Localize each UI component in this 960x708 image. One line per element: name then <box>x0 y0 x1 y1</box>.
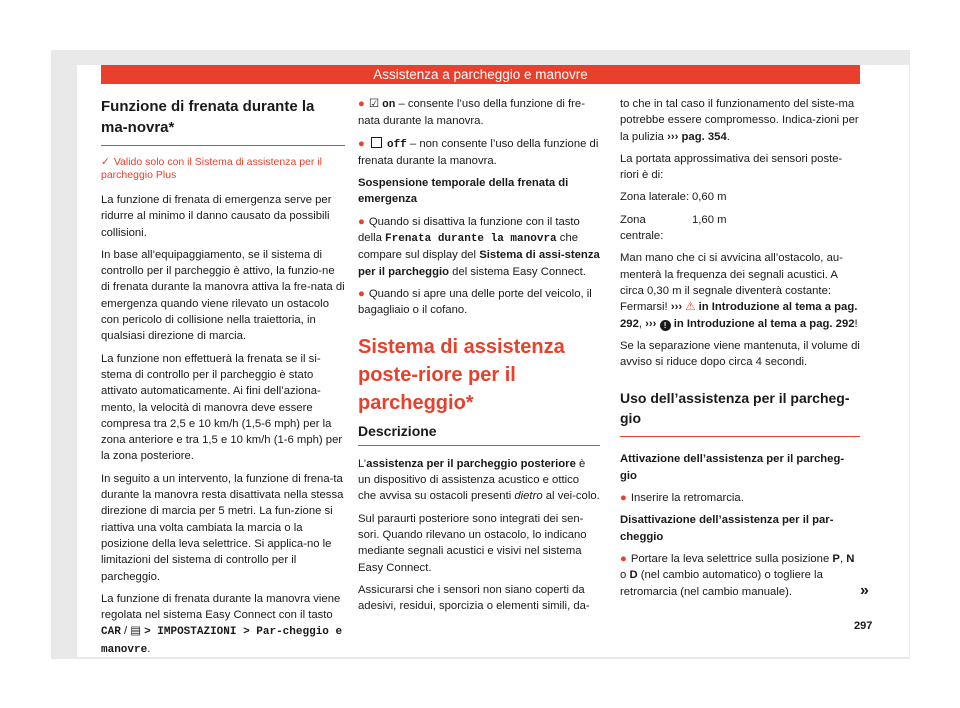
subheading-suspension: Sospensione temporale della frenata di emergenza <box>358 177 569 206</box>
info-icon: ! <box>660 320 671 331</box>
text: è un dispositivo di assistenza acustico e ottico che avvisa su ostacoli presenti <box>358 457 586 503</box>
bullet-on <box>358 96 600 130</box>
off-code: off <box>386 138 407 151</box>
paragraph: Se la separazione viene mantenuta, il volume di avviso si riduce dopo circa 4 secondi. <box>620 339 860 369</box>
paragraph: La funzione di frenata durante la manovra viene regolata nel sistema Easy Connect con il tasto CAR / ▤ > IMPOSTAZIONI > Par-cheggio e manovre. <box>101 592 343 656</box>
value: 1,60 m <box>692 213 727 226</box>
punctuation: . <box>726 130 730 143</box>
section-title-usage: Uso dell’assistenza per il parcheg-gio <box>620 386 860 437</box>
range-lateral <box>620 189 860 205</box>
paragraph <box>620 96 860 145</box>
bullet-icon: ● <box>620 552 627 565</box>
text: del sistema Easy Connect. <box>452 265 586 278</box>
checked-box-icon: ☑ <box>368 98 379 110</box>
punctuation: ! <box>854 317 858 330</box>
bullet-item <box>620 490 860 506</box>
section-title-braking: Funzione di frenata durante la ma-novra* <box>101 96 345 146</box>
bullet-off <box>358 136 600 170</box>
paragraph: In seguito a un intervento, la funzione di frena-ta durante la manovra resta disattivata nella stessa direzione di marcia per 5 metri. La fun-zione si riattiva una volta cambiata la marcia o la posizione della leva selettrice. Si applica-no le limitazioni del sistema di controllo per il parcheggio. <box>101 472 344 583</box>
paragraph: Assicurarsi che i sensori non siano coperti da adesivi, residui, sporcizia o elementi simili, da- <box>358 583 590 613</box>
chapter-title-rear-assist: Sistema di assistenza poste-riore per il parcheggio* <box>358 335 565 414</box>
paragraph: Sul paraurti posteriore sono integrati dei sen-sori. Quando rilevano un ostacolo, lo indicano mediante segnali acustici e visivi nel sistema Easy Connect. <box>358 512 587 574</box>
paragraph: La funzione non effettuerà la frenata se il si-stema di controllo per il parcheggio è stato attivato automaticamente. Ai fini dell’aziona-mento, la velocità di manovra deve essere compresa tra 2,5 e 10 km/h (1,5-6 mph) per la zona anteriore e tra 1,5 e 10 km/h (1-6 mph) per la zona posteriore. <box>101 352 343 463</box>
text: al vei-colo. <box>545 490 600 503</box>
settings-path: > IMPOSTAZIONI > Par-cheggio e manovre <box>101 626 343 656</box>
validity-note-text: Valido solo con il Sistema di assistenza per il parcheggio Plus <box>101 156 322 181</box>
menu-icon: ▤ <box>130 625 141 638</box>
subheading-activation: Attivazione dell’assistenza per il parcheg-gio <box>620 453 845 482</box>
subheading-deactivation: Disattivazione dell’assistenza per il par-cheggio <box>620 514 834 543</box>
car-key-icon: CAR <box>101 626 121 639</box>
text: Inserire la retromarcia. <box>630 492 744 505</box>
gear-n: N <box>846 552 855 565</box>
text: Portare la leva selettrice sulla posizione <box>630 552 830 565</box>
bullet-item: ● Portare la leva selettrice sulla posizione P, N o D (nel cambio automatico) o togliere la retromarcia (nel cambio manuale). <box>620 552 855 598</box>
column-3 <box>620 96 860 606</box>
italic-text: dietro <box>514 490 543 503</box>
paragraph-text: La funzione di frenata durante la manovra viene regolata nel sistema Easy Connect con il tasto <box>101 592 341 622</box>
value: 0,60 m <box>692 191 727 204</box>
bold-text: assistenza per il parcheggio posteriore <box>366 457 576 470</box>
continue-mark: » <box>860 582 869 599</box>
page-number: 297 <box>854 620 873 632</box>
label: Zona centrale: <box>620 213 664 243</box>
bullet-icon: ● <box>358 215 365 228</box>
column-1 <box>101 96 345 664</box>
bullet-icon: ● <box>620 492 627 505</box>
label: Zona laterale: <box>620 191 690 204</box>
bullet-icon: ● <box>358 98 365 110</box>
bullet-item <box>358 214 600 280</box>
warning-icon: ⚠ <box>685 301 696 314</box>
punctuation: . <box>147 642 151 655</box>
text: Quando si disattiva la funzione con il tasto della <box>358 215 580 245</box>
text: Man mano che ci si avvicina all’ostacolo, au-menterà la frequenza dei segnali acustici. A circa 0,30 m il segnale diventerà costante: Fermarsi! <box>620 252 843 314</box>
section-title-description: Descrizione <box>358 423 600 446</box>
paragraph: La portata approssimativa dei sensori poste-riori è di: <box>620 152 843 182</box>
text: to che in tal caso il funzionamento del siste-ma potrebbe essere compromesso. Indica-zioni per la pulizia <box>620 98 859 143</box>
bold-text: Sistema di assi-stenza per il parcheggio <box>358 249 600 278</box>
paragraph: In base all’equipaggiamento, se il sistema di controllo per il parcheggio è attivo, la funzio-ne di frenata durante la manovra attiva la fre-nata di emergenza quando viene rilevato un ostacolo con pericolo di collisione nella traiettoria, in qualsiasi direzione di marcia. <box>101 248 345 343</box>
gear-p: P <box>832 552 840 565</box>
off-text: – non consente l’uso della funzione di frenata durante la manovra. <box>358 137 599 167</box>
column-2 <box>358 96 600 621</box>
text: (nel cambio automatico) o togliere la retromarcia (nel cambio manuale). <box>620 569 823 598</box>
page-reference-link[interactable]: in Introduzione al tema a pag. 292 <box>673 317 855 330</box>
arrows: ››› <box>645 317 657 330</box>
range-central <box>620 212 860 245</box>
page-reference-link[interactable]: ››› pag. 354 <box>667 130 727 143</box>
bullet-icon: ● <box>358 137 365 150</box>
text: L’ <box>358 457 367 470</box>
text: Quando si apre una delle porte del veicolo, il bagagliaio o il cofano. <box>358 287 592 317</box>
text: che compare sul display del <box>358 232 579 262</box>
bullet-item <box>358 286 600 319</box>
page-reference-link[interactable]: in Introduzione al tema a pag. 292 <box>620 301 858 330</box>
on-text: – consente l’uso della funzione di fre-nata durante la manovra. <box>358 98 585 128</box>
arrows: ››› <box>670 301 683 314</box>
gear-d: D <box>629 569 638 582</box>
paragraph <box>358 456 600 505</box>
checkmark-icon: ✓ <box>101 156 110 168</box>
bullet-icon: ● <box>358 287 365 300</box>
unchecked-box-icon <box>371 137 382 148</box>
text: o <box>620 569 627 582</box>
paragraph: La funzione di frenata di emergenza serve per ridurre al minimo il danno causato da possibili collisioni. <box>101 194 332 239</box>
button-code: Frenata durante la manovra <box>385 233 557 246</box>
chapter-header: Assistenza a parcheggio e manovre <box>101 65 860 84</box>
paragraph: Man mano che ci si avvicina all’ostacolo, au-menterà la frequenza dei segnali acustici. A circa 0,30 m il segnale diventerà costante: Fermarsi! ››› ⚠ in Introduzione al tema a pag. 292, ››› ! in Introduzione al tema a pag. 292! <box>620 252 858 330</box>
on-code: on <box>382 99 396 111</box>
validity-note <box>101 156 345 182</box>
